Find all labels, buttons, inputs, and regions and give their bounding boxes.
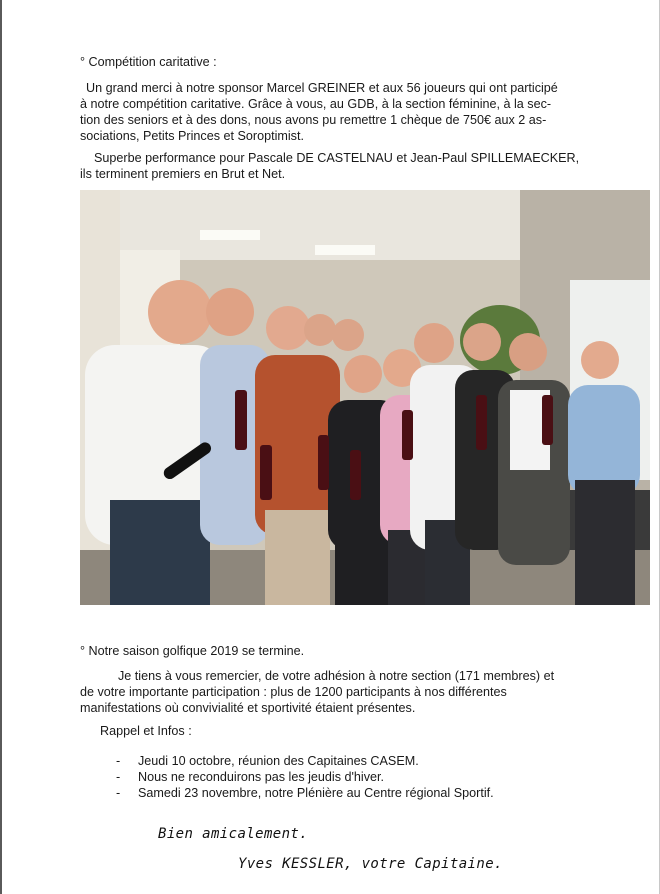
infos-list <box>116 753 616 801</box>
performance-line-1: Superbe performance pour Pascale DE CASTELNAU et Jean-Paul SPILLEMAECKER, <box>94 151 580 165</box>
performance-paragraph <box>80 150 606 182</box>
charity-line-3: tion des seniors et à des dons, nous avons pu remettre 1 chèque de 750€ aux 2 as- <box>80 113 547 127</box>
info-item-2: Nous ne reconduirons pas les jeudis d'hiver. <box>138 770 385 784</box>
season-paragraph <box>80 668 606 716</box>
bullet-dash: - <box>116 786 121 800</box>
charity-line-1: Un grand merci à notre sponsor Marcel GREINER et aux 56 joueurs qui ont participé <box>86 81 558 95</box>
list-item <box>116 785 616 801</box>
charity-line-2: à notre compétition caritative. Grâce à vous, au GDB, à la section féminine, à la sec- <box>80 97 552 111</box>
info-item-3: Samedi 23 novembre, notre Plénière au Centre régional Sportif. <box>138 786 494 800</box>
season-line-1: Je tiens à vous remercier, de votre adhésion à notre section (171 membres) et <box>118 669 555 683</box>
charity-paragraph <box>80 80 606 144</box>
season-line-3: manifestations où convivialité et sportivité étaient présentes. <box>80 701 416 715</box>
closing-text: Bien amicalement. <box>158 826 309 842</box>
bullet-dash: - <box>116 754 121 768</box>
bullet-dash: - <box>116 770 121 784</box>
list-item <box>116 769 616 785</box>
group-photo <box>80 190 650 605</box>
info-item-1: Jeudi 10 octobre, réunion des Capitaines CASEM. <box>138 754 419 768</box>
performance-line-2: ils terminent premiers en Brut et Net. <box>80 167 286 181</box>
season-line-2: de votre importante participation : plus de 1200 participants à nos différentes <box>80 685 507 699</box>
section-heading-season: ° Notre saison golfique 2019 se termine. <box>80 644 305 658</box>
page-left-border <box>0 0 2 894</box>
charity-line-4: sociations, Petits Princes et Soroptimist. <box>80 129 304 143</box>
section-heading-charity: ° Compétition caritative : <box>80 55 217 69</box>
infos-heading: Rappel et Infos : <box>100 724 192 738</box>
list-item <box>116 753 616 769</box>
signature-name: Yves KESSLER, votre Capitaine. <box>238 856 503 872</box>
